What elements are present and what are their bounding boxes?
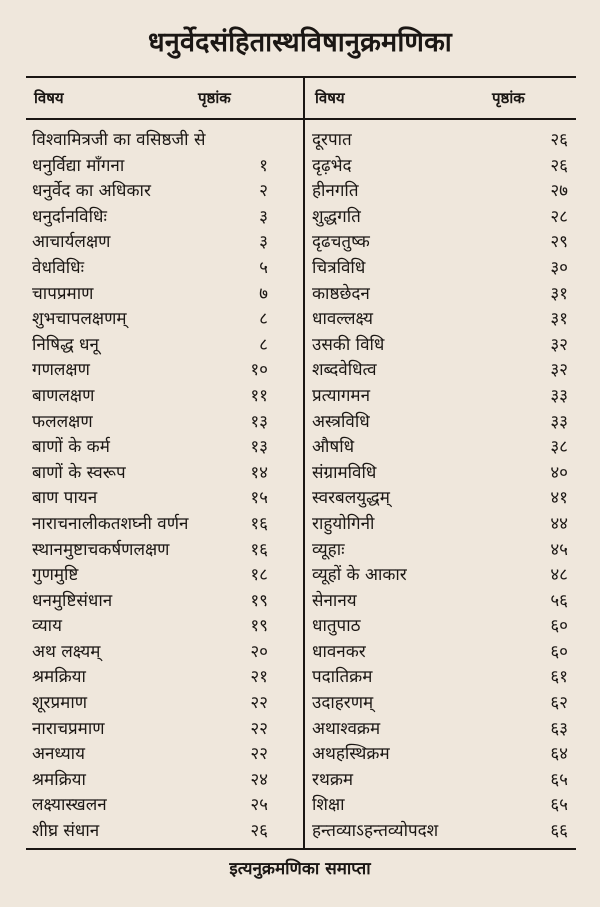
index-topic: हीनगति: [312, 181, 359, 202]
index-row: [32, 614, 268, 640]
index-page-number: २२: [250, 693, 268, 714]
index-topic: शिक्षा: [312, 795, 345, 816]
index-page-number: १३: [250, 411, 268, 432]
index-page-number: २२: [250, 744, 268, 765]
index-page-number: २२: [250, 718, 268, 739]
index-page-number: २१: [250, 667, 268, 688]
index-topic: व्यूहों के आकार: [312, 565, 407, 586]
index-topic: उसकी विधि: [312, 334, 385, 355]
index-page-number: ३८: [550, 437, 568, 458]
index-row: [312, 384, 568, 410]
index-page-number: १९: [250, 616, 268, 637]
index-row: [32, 282, 268, 308]
left-page-header: पृष्ठांक: [198, 89, 231, 107]
index-row: [32, 563, 268, 589]
index-topic: धावल्लक्ष्य: [312, 309, 373, 330]
index-page-number: १३: [250, 437, 268, 458]
index-page-number: ४४: [550, 513, 568, 534]
index-page-number: २८: [550, 206, 568, 227]
top-rule: [26, 76, 576, 78]
index-page-number: ४१: [550, 488, 568, 509]
index-row: [312, 154, 568, 180]
index-row: [312, 819, 568, 845]
index-page-number: २४: [250, 769, 268, 790]
index-row: [312, 768, 568, 794]
index-row: [312, 512, 568, 538]
index-topic: राहुयोगिनी: [312, 513, 375, 534]
index-topic: चापप्रमाण: [32, 283, 94, 304]
index-page-number: ६५: [550, 795, 568, 816]
index-page-number: ३२: [550, 334, 568, 355]
index-page-number: ८: [259, 309, 268, 330]
index-row: [32, 435, 268, 461]
index-topic: औषधि: [312, 437, 355, 458]
index-row: [32, 461, 268, 487]
index-page-number: २६: [550, 130, 568, 150]
index-row: [312, 410, 568, 436]
index-page-number: ५: [259, 257, 268, 278]
index-page-number: ३: [259, 232, 268, 253]
index-topic: अथ लक्ष्यम्: [32, 641, 101, 662]
index-topic: श्रमक्रिया: [32, 667, 86, 688]
index-row: [32, 154, 268, 180]
index-page-number: २०: [250, 641, 268, 662]
index-topic: अथहस्थिक्रम: [312, 744, 390, 765]
index-topic: आचार्यलक्षण: [32, 232, 111, 253]
index-topic: धातुपाठ: [312, 616, 361, 637]
index-row: [32, 768, 268, 794]
index-page-number: १०: [250, 360, 268, 381]
index-page-number: ८: [259, 334, 268, 355]
index-page-number: ५६: [550, 590, 568, 611]
index-page-number: ६०: [550, 616, 568, 637]
index-page-number: ६४: [550, 744, 568, 765]
index-row: [312, 205, 568, 231]
bottom-rule: [26, 848, 576, 850]
index-page-number: १६: [250, 513, 268, 534]
index-topic: प्रत्यागमन: [312, 385, 371, 406]
index-topic: बाणों के कर्म: [32, 437, 110, 458]
index-row: [32, 538, 268, 564]
index-row: [312, 128, 568, 154]
index-topic: गणलक्षण: [32, 360, 90, 381]
index-row: [32, 179, 268, 205]
index-row: [32, 358, 268, 384]
index-topic: बाण पायन: [32, 488, 98, 509]
index-page-number: १४: [250, 462, 268, 483]
index-topic: रथक्रम: [312, 769, 354, 790]
index-row: [32, 819, 268, 845]
index-page-number: १५: [250, 488, 268, 509]
closing-line: इत्यनुक्रमणिका समाप्ता: [229, 859, 371, 879]
page-title: धनुर्वेदसंहितास्थविषानुक्रमणिका: [147, 27, 453, 58]
index-row: [32, 691, 268, 717]
index-page-number: ७: [259, 283, 268, 304]
index-topic: शुद्धगति: [312, 206, 361, 227]
index-topic: फललक्षण: [32, 411, 93, 432]
index-row: [312, 538, 568, 564]
index-topic: दूरपात: [312, 130, 352, 150]
index-row: [32, 256, 268, 282]
index-topic: शीघ्र संधान: [32, 821, 100, 842]
index-page-number: २६: [550, 155, 568, 176]
right-subject-header: विषय: [315, 89, 345, 107]
index-topic: गुणमुष्टि: [32, 565, 79, 586]
index-row: [312, 691, 568, 717]
index-row: [32, 230, 268, 256]
index-page-number: ११: [250, 385, 268, 406]
index-row: [32, 512, 268, 538]
index-topic: सेनानय: [312, 590, 357, 611]
index-page-number: ६०: [550, 641, 568, 662]
index-page-number: ३: [259, 206, 268, 227]
index-topic: शब्दवेधित्व: [312, 360, 377, 381]
index-page-number: २: [259, 181, 268, 202]
index-row: [32, 486, 268, 512]
index-page-number: २७: [550, 181, 568, 202]
index-row: [32, 307, 268, 333]
index-topic: उदाहरणम्: [312, 693, 374, 714]
index-topic: लक्ष्यास्खलन: [32, 795, 107, 816]
index-page-number: ३१: [550, 309, 568, 330]
header-rule: [26, 118, 576, 120]
index-topic: निषिद्ध धनू: [32, 334, 99, 355]
index-row: [312, 563, 568, 589]
index-topic: शुभचापलक्षणम्: [32, 309, 127, 330]
index-topic: संग्रामविधि: [312, 462, 377, 483]
index-topic: चित्रविधि: [312, 257, 366, 278]
index-page-number: ६२: [550, 693, 568, 714]
index-page-number: २५: [250, 795, 268, 816]
index-row: [32, 384, 268, 410]
index-page-number: ४८: [550, 565, 568, 586]
index-topic: स्थानमुष्टाचकर्षणलक्षण: [32, 539, 170, 560]
index-topic: धावनकर: [312, 641, 366, 662]
index-topic: पदातिक्रम: [312, 667, 373, 688]
index-row: [312, 793, 568, 819]
index-row: [32, 742, 268, 768]
index-topic: वेधविधिः: [32, 257, 85, 278]
index-topic: नाराचप्रमाण: [32, 718, 105, 739]
index-topic: काष्ठछेदन: [312, 283, 370, 304]
index-row: [32, 205, 268, 231]
index-row: [32, 793, 268, 819]
index-topic: दृढचतुष्क: [312, 232, 370, 253]
index-topic: बाणलक्षण: [32, 385, 95, 406]
index-page-number: १९: [250, 590, 268, 611]
index-row: [32, 410, 268, 436]
index-topic: श्रमक्रिया: [32, 769, 86, 790]
index-page-number: ३३: [550, 385, 568, 406]
index-topic: दृढ़भेद: [312, 155, 352, 176]
index-page-number: २९: [550, 232, 568, 253]
right-page-header: पृष्ठांक: [492, 89, 525, 107]
index-page-number: ३२: [550, 360, 568, 381]
index-page-number: ६५: [550, 769, 568, 790]
index-row: [312, 179, 568, 205]
index-row: [312, 461, 568, 487]
index-row: [312, 742, 568, 768]
index-page-number: ६६: [550, 821, 568, 842]
index-page-number: ३३: [550, 411, 568, 432]
index-row: [312, 614, 568, 640]
index-page-number: १८: [250, 565, 268, 586]
index-page-number: २६: [250, 821, 268, 842]
index-topic: स्वरबलयुद्धम्: [312, 488, 390, 509]
column-divider: [303, 77, 305, 848]
index-row: [312, 640, 568, 666]
index-topic: बाणों के स्वरूप: [32, 462, 126, 483]
left-index-column: [32, 128, 268, 848]
index-page-number: ४५: [550, 539, 568, 560]
index-row: [32, 128, 268, 154]
index-page-number: १६: [250, 539, 268, 560]
index-page-number: ६१: [550, 667, 568, 688]
index-topic: धनुर्दानविधिः: [32, 206, 107, 227]
index-row: [32, 665, 268, 691]
index-topic: धनुर्वेद का अधिकार: [32, 181, 151, 202]
index-row: [32, 333, 268, 359]
right-index-column: [312, 128, 568, 848]
index-topic: अथाश्वक्रम: [312, 718, 381, 739]
index-topic: धनमुष्टिसंधान: [32, 590, 113, 611]
index-row: [312, 230, 568, 256]
index-topic: व्यूहाः: [312, 539, 345, 560]
index-row: [312, 256, 568, 282]
index-row: [312, 358, 568, 384]
index-row: [32, 640, 268, 666]
index-row: [312, 486, 568, 512]
index-row: [312, 333, 568, 359]
index-topic: नाराचनालीकतशघ्नी वर्णन: [32, 513, 189, 534]
index-row: [32, 717, 268, 743]
index-page-number: ४०: [550, 462, 568, 483]
index-topic: धनुर्विद्या माँगना: [32, 155, 125, 176]
index-row: [312, 717, 568, 743]
index-topic: विश्वामित्रजी का वसिष्ठजी से: [32, 130, 206, 150]
index-row: [32, 589, 268, 615]
index-page-number: ३०: [550, 257, 568, 278]
index-topic: हन्तव्याऽहन्तव्योपदश: [312, 821, 439, 842]
index-page-number: १: [259, 155, 268, 176]
index-topic: अनध्याय: [32, 744, 85, 765]
index-topic: व्याय: [32, 616, 62, 637]
left-subject-header: विषय: [34, 89, 64, 107]
index-page-number: ३१: [550, 283, 568, 304]
index-row: [312, 307, 568, 333]
index-topic: अस्त्रविधि: [312, 411, 370, 432]
index-row: [312, 589, 568, 615]
index-row: [312, 282, 568, 308]
index-row: [312, 435, 568, 461]
index-topic: शूरप्रमाण: [32, 693, 88, 714]
index-page-number: ६३: [550, 718, 568, 739]
index-row: [312, 665, 568, 691]
